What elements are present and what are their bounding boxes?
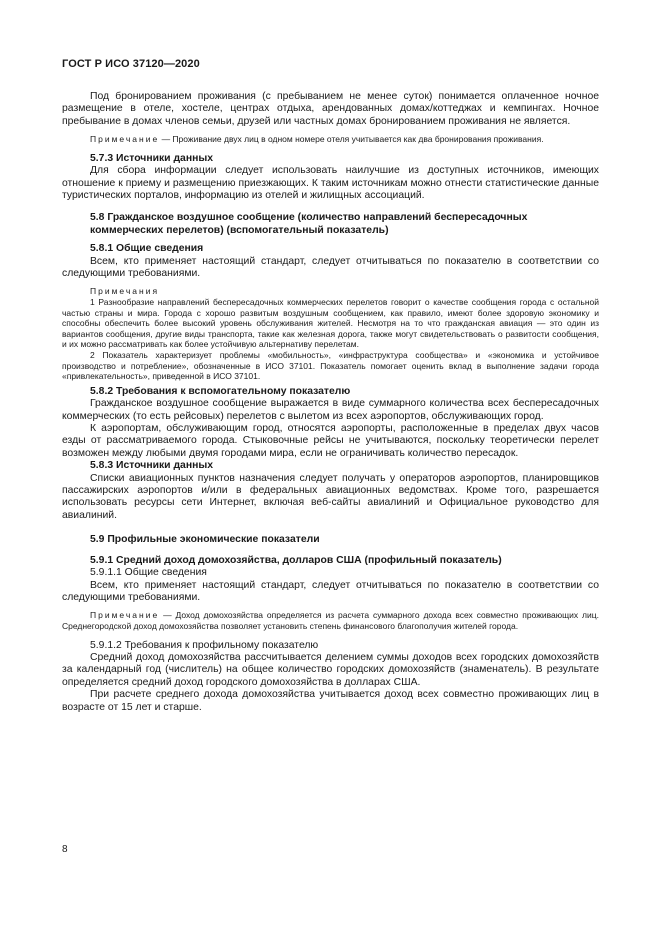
note-hotel-double [62, 134, 599, 145]
page-content [62, 91, 599, 714]
note-air-diversity: 1 Разнообразие направлений беспересадочных коммерческих перелетов говорит о качестве сообщения города с остальной частью страны и мира. Города с хорошо развитым воздушным сообщением, как правило, имеют более здоровую экономику и способны обеспечить более высокий уровень обслуживания жителей. Несмотря на то что гражданская авиация — это один из вариантов сообщения, другие виды транспорта, такие как железная дорога, также могут свидетельствовать о развитости сообщения, и их можно рассматривать как более устойчивую альтернативу перелетам. [62, 297, 599, 350]
note-label: Примечание [90, 134, 160, 145]
note-household-income [62, 610, 599, 631]
paragraph-general-requirements: Всем, кто применяет настоящий стандарт, следует отчитываться по показателю в соответствии со следующими требованиями. [62, 255, 599, 280]
page-number: 8 [62, 844, 68, 855]
heading-5-8-2: 5.8.2 Требования к вспомогательному показателю [90, 385, 351, 397]
heading-5-9: 5.9 Профильные экономические показатели [90, 534, 320, 546]
heading-5-9-1: 5.9.1 Средний доход домохозяйства, долларов США (профильный показатель) [90, 554, 502, 566]
heading-5-8-1: 5.8.1 Общие сведения [90, 243, 204, 255]
paragraph-aviation-lists: Списки авиационных пунктов назначения следует получать у операторов аэропортов, планировщиков пассажирских аэропортов и/или в федеральных авиационных ведомствах. Кроме того, разрешается использовать ресурсы сети Интернет, включая веб-сайты авиалиний и Официальное руководство для авиалиний. [62, 472, 599, 521]
subheading-5-9-1-2: 5.9.1.2 Требования к профильному показателю [90, 639, 319, 651]
note-indicator-issues: 2 Показатель характеризует проблемы «мобильность», «инфраструктура сообщества» и «экономика и устойчивое производство и потребление», обозначенные в ИСО 37101. Показатель помогает оценить вклад в выполнение задачи города «привлекательность», приведенной в ИСО 37101. [62, 350, 599, 382]
paragraph-accommodation-definition: Под бронированием проживания (с пребыванием не менее суток) понимается оплаченное ночное размещение в отеле, хостеле, центрах отдыха, арендованных домах/коттеджах и кемпингах. Ночное пребывание в домах членов семьи, друзей или частных домах бронированием проживания не является. [62, 91, 599, 127]
paragraph-income-age: При расчете среднего дохода домохозяйства учитывается доход всех совместно проживающих лиц в возрасте от 15 лет и старше. [62, 689, 599, 713]
note-text: — Доход домохозяйства определяется из расчета суммарного дохода всех совместно проживающих лиц. Среднегородской доход домохозяйства позволяет установить степень финансового благополучия жителей города. [62, 610, 599, 631]
heading-5-8: 5.8 Гражданское воздушное сообщение (количество направлений беспересадочных коммерческих перелетов) (вспомогательный показатель) [90, 212, 528, 236]
note-label: Примечание [90, 610, 160, 621]
paragraph-general-requirements-2: Всем, кто применяет настоящий стандарт, следует отчитываться по показателю в соответствии со следующими требованиями. [62, 579, 599, 603]
subheading-5-9-1-1: 5.9.1.1 Общие сведения [90, 567, 207, 579]
heading-5-8-3: 5.8.3 Источники данных [90, 460, 214, 472]
heading-5-7-3: 5.7.3 Источники данных [90, 152, 214, 164]
notes-title: Примечания [90, 286, 160, 297]
paragraph-airports: К аэропортам, обслуживающим город, относятся аэропорты, расположенные в пределах двух часов езды от рассматриваемого города. Стыковочные рейсы не учитываются, поскольку теоретически перелет возможен между любыми двумя городами мира, если не ограничивать количество пересадок. [62, 423, 599, 459]
document-header: ГОСТ Р ИСО 37120—2020 [62, 58, 200, 70]
paragraph-income-calculation: Средний доход домохозяйства рассчитывается делением суммы доходов всех городских домохозяйств за календарный год (числитель) на общее количество городских домохозяйств (знаменатель). В результате определяется средний доход городского домохозяйства в долларах США. [62, 651, 599, 688]
paragraph-air-connection: Гражданское воздушное сообщение выражается в виде суммарного количества всех беспересадочных коммерческих (то есть рейсовых) перелетов с вылетом из всех аэропортов, обслуживающих город. [62, 398, 599, 422]
note-text: — Проживание двух лиц в одном номере отеля учитывается как два бронирования проживания. [159, 134, 544, 145]
paragraph-data-sources: Для сбора информации следует использовать наилучшие из доступных источников, имеющих отношение к приему и размещению приезжающих. К таким источникам можно отнести статистические данные туристических порталов, информацию из отелей и жилищных ассоциаций. [62, 165, 599, 202]
